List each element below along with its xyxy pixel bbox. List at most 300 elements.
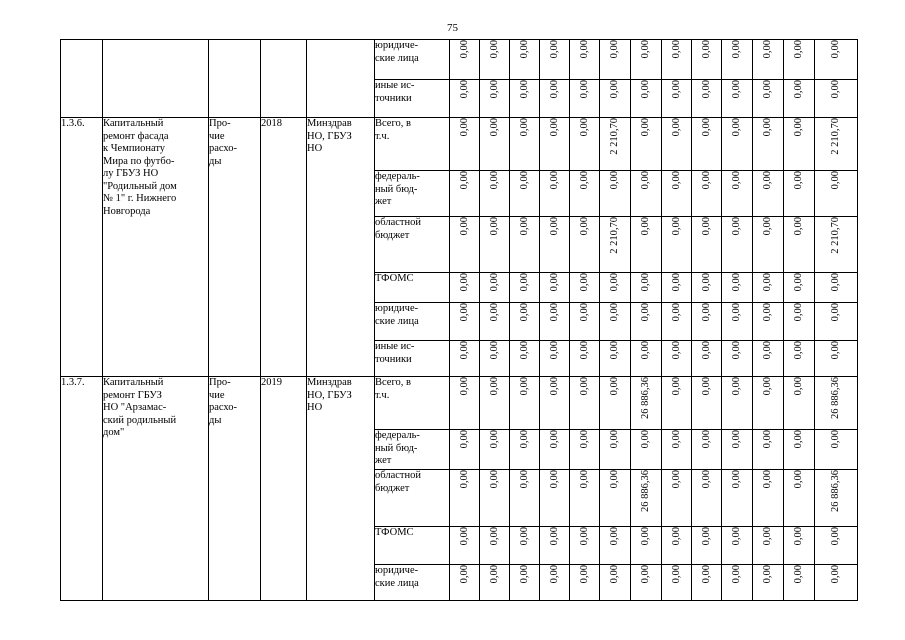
amount-value: 0,00 bbox=[609, 40, 620, 59]
funding-source-line: жет bbox=[375, 455, 392, 466]
amount-cell bbox=[662, 217, 692, 273]
amount-value: 0,00 bbox=[762, 470, 773, 489]
amount-value: 0,00 bbox=[700, 118, 712, 137]
expense-category-line: Про- bbox=[209, 377, 231, 388]
item-executor bbox=[307, 118, 375, 377]
amount-cell bbox=[480, 527, 510, 565]
item-executor-line: НО, ГБУЗ bbox=[307, 389, 352, 401]
amount-value: 0,00 bbox=[518, 217, 530, 236]
amount-value: 0,00 bbox=[731, 565, 742, 584]
amount-cell bbox=[662, 171, 692, 217]
amount-cell bbox=[784, 303, 815, 341]
amount-value: 0,00 bbox=[793, 527, 804, 546]
amount-cell bbox=[753, 565, 784, 601]
item-name bbox=[103, 377, 209, 601]
amount-value: 0,00 bbox=[700, 377, 712, 396]
amount-value: 0,00 bbox=[640, 303, 651, 322]
amount-value: 0,00 bbox=[518, 565, 530, 584]
amount-cell bbox=[662, 40, 692, 80]
amount-cell bbox=[510, 470, 540, 527]
amount-value: 0,00 bbox=[731, 217, 742, 236]
amount-cell bbox=[692, 80, 722, 118]
amount-cell bbox=[631, 80, 662, 118]
amount-cell bbox=[784, 273, 815, 303]
amount-value: 0,00 bbox=[488, 527, 500, 546]
amount-cell bbox=[753, 341, 784, 377]
amount-value: 0,00 bbox=[640, 118, 651, 137]
amount-cell bbox=[662, 430, 692, 470]
amount-cell bbox=[510, 303, 540, 341]
amount-value: 0,00 bbox=[609, 527, 620, 546]
amount-value: 0,00 bbox=[458, 40, 470, 59]
item-executor bbox=[307, 40, 375, 118]
funding-source-line: ские лица bbox=[375, 577, 419, 589]
amount-cell bbox=[753, 118, 784, 171]
amount-value: 0,00 bbox=[670, 430, 682, 449]
funding-source bbox=[375, 273, 450, 303]
amount-value: 0,00 bbox=[609, 430, 620, 449]
amount-cell bbox=[784, 40, 815, 80]
amount-cell bbox=[631, 171, 662, 217]
amount-cell bbox=[600, 470, 631, 527]
amount-cell bbox=[692, 303, 722, 341]
amount-value: 0,00 bbox=[578, 470, 590, 489]
amount-cell bbox=[631, 565, 662, 601]
amount-value: 0,00 bbox=[548, 565, 560, 584]
amount-value: 0,00 bbox=[640, 341, 651, 360]
amount-cell bbox=[510, 565, 540, 601]
item-executor-line: Минздрав bbox=[307, 118, 352, 129]
item-name-line: к Чемпионату bbox=[103, 143, 166, 154]
amount-cell bbox=[722, 430, 753, 470]
amount-value: 0,00 bbox=[488, 118, 500, 137]
amount-cell bbox=[662, 565, 692, 601]
amount-value: 0,00 bbox=[518, 430, 530, 449]
amount-cell bbox=[540, 303, 570, 341]
amount-value: 0,00 bbox=[793, 377, 804, 396]
funding-source-line: точники bbox=[375, 353, 412, 365]
amount-cell bbox=[662, 527, 692, 565]
amount-cell bbox=[510, 80, 540, 118]
amount-cell bbox=[631, 273, 662, 303]
expense-category-line: Про- bbox=[209, 118, 231, 129]
funding-source bbox=[375, 171, 450, 217]
amount-cell bbox=[450, 527, 480, 565]
item-name bbox=[103, 40, 209, 118]
amount-cell bbox=[722, 171, 753, 217]
amount-value: 0,00 bbox=[548, 303, 560, 322]
amount-cell bbox=[784, 341, 815, 377]
amount-cell bbox=[692, 527, 722, 565]
amount-cell bbox=[722, 217, 753, 273]
funding-source bbox=[375, 40, 450, 80]
amount-value: 0,00 bbox=[670, 80, 682, 99]
amount-cell bbox=[570, 217, 600, 273]
funding-source-line: ный бюд- bbox=[375, 183, 418, 195]
amount-value: 0,00 bbox=[793, 171, 804, 190]
amount-cell bbox=[815, 430, 858, 470]
funding-source-line: юридиче- bbox=[375, 303, 419, 314]
amount-value: 0,00 bbox=[518, 303, 530, 322]
amount-value: 0,00 bbox=[700, 80, 712, 99]
amount-cell bbox=[480, 171, 510, 217]
funding-source-line: ный бюд- bbox=[375, 442, 418, 454]
amount-value: 0,00 bbox=[670, 341, 682, 360]
amount-cell bbox=[753, 171, 784, 217]
amount-value: 0,00 bbox=[762, 118, 773, 137]
amount-value: 2 210,70 bbox=[830, 217, 841, 254]
amount-value: 0,00 bbox=[731, 303, 742, 322]
item-name-line: ремонт ГБУЗ bbox=[103, 389, 162, 401]
amount-value: 0,00 bbox=[762, 565, 773, 584]
table-row bbox=[61, 377, 858, 430]
amount-value: 0,00 bbox=[458, 470, 470, 489]
amount-cell bbox=[450, 377, 480, 430]
amount-value: 0,00 bbox=[518, 527, 530, 546]
funding-source bbox=[375, 377, 450, 430]
amount-value: 0,00 bbox=[762, 303, 773, 322]
amount-cell bbox=[784, 80, 815, 118]
funding-source bbox=[375, 341, 450, 377]
amount-value: 2 210,70 bbox=[830, 118, 841, 155]
amount-cell bbox=[480, 217, 510, 273]
funding-source-line: иные ис- bbox=[375, 341, 415, 352]
item-name-line: лу ГБУЗ НО bbox=[103, 168, 159, 179]
amount-cell bbox=[540, 565, 570, 601]
amount-value: 0,00 bbox=[548, 273, 560, 292]
amount-cell bbox=[662, 341, 692, 377]
amount-cell bbox=[540, 118, 570, 171]
amount-value: 0,00 bbox=[793, 303, 804, 322]
amount-value: 0,00 bbox=[830, 430, 841, 449]
amount-cell bbox=[600, 217, 631, 273]
amount-value: 0,00 bbox=[793, 40, 804, 59]
amount-value: 0,00 bbox=[578, 303, 590, 322]
amount-cell bbox=[692, 470, 722, 527]
amount-value: 0,00 bbox=[458, 118, 470, 137]
funding-source-line: т.ч. bbox=[375, 389, 390, 401]
expense-category-line: чие bbox=[209, 130, 225, 142]
amount-value: 0,00 bbox=[458, 430, 470, 449]
amount-value: 0,00 bbox=[700, 171, 712, 190]
amount-cell bbox=[662, 303, 692, 341]
amount-value: 0,00 bbox=[548, 527, 560, 546]
amount-value: 0,00 bbox=[640, 80, 651, 99]
funding-source-line: юридиче- bbox=[375, 565, 419, 576]
item-executor-line: Минздрав bbox=[307, 377, 352, 388]
amount-cell bbox=[631, 303, 662, 341]
amount-value: 0,00 bbox=[518, 377, 530, 396]
funding-source-line: ТФОМС bbox=[375, 527, 414, 538]
amount-value: 0,00 bbox=[731, 118, 742, 137]
amount-cell bbox=[540, 470, 570, 527]
amount-value: 0,00 bbox=[830, 527, 841, 546]
amount-value: 0,00 bbox=[670, 118, 682, 137]
amount-cell bbox=[753, 217, 784, 273]
amount-value: 0,00 bbox=[670, 377, 682, 396]
funding-source-line: Всего, в bbox=[375, 118, 411, 129]
amount-value: 0,00 bbox=[548, 470, 560, 489]
amount-cell bbox=[815, 470, 858, 527]
amount-cell bbox=[450, 470, 480, 527]
amount-value: 0,00 bbox=[793, 341, 804, 360]
amount-cell bbox=[540, 80, 570, 118]
amount-value: 0,00 bbox=[488, 565, 500, 584]
amount-value: 0,00 bbox=[640, 273, 651, 292]
amount-value: 0,00 bbox=[793, 118, 804, 137]
amount-cell bbox=[510, 527, 540, 565]
amount-cell bbox=[540, 430, 570, 470]
amount-cell bbox=[540, 171, 570, 217]
amount-cell bbox=[510, 40, 540, 80]
amount-cell bbox=[510, 273, 540, 303]
amount-cell bbox=[784, 470, 815, 527]
amount-cell bbox=[722, 377, 753, 430]
funding-source bbox=[375, 565, 450, 601]
amount-value: 0,00 bbox=[488, 80, 500, 99]
amount-cell bbox=[631, 470, 662, 527]
amount-value: 0,00 bbox=[578, 377, 590, 396]
amount-value: 0,00 bbox=[762, 40, 773, 59]
amount-value: 0,00 bbox=[670, 303, 682, 322]
amount-value: 0,00 bbox=[578, 430, 590, 449]
amount-cell bbox=[450, 217, 480, 273]
amount-value: 0,00 bbox=[731, 40, 742, 59]
amount-value: 0,00 bbox=[762, 171, 773, 190]
amount-value: 0,00 bbox=[458, 80, 470, 99]
amount-value: 0,00 bbox=[488, 341, 500, 360]
amount-cell bbox=[692, 40, 722, 80]
amount-value: 0,00 bbox=[609, 565, 620, 584]
amount-cell bbox=[692, 430, 722, 470]
funding-source bbox=[375, 217, 450, 273]
amount-value: 0,00 bbox=[700, 217, 712, 236]
funding-source-line: областной bbox=[375, 470, 421, 481]
amount-cell bbox=[753, 470, 784, 527]
amount-cell bbox=[784, 565, 815, 601]
amount-value: 2 210,70 bbox=[609, 118, 620, 155]
amount-value: 0,00 bbox=[830, 40, 841, 59]
amount-cell bbox=[540, 217, 570, 273]
amount-value: 0,00 bbox=[670, 527, 682, 546]
funding-source-line: областной bbox=[375, 217, 421, 228]
amount-cell bbox=[570, 171, 600, 217]
table-row bbox=[61, 40, 858, 80]
amount-value: 0,00 bbox=[548, 80, 560, 99]
funding-source bbox=[375, 118, 450, 171]
amount-cell bbox=[480, 565, 510, 601]
amount-value: 0,00 bbox=[578, 80, 590, 99]
amount-value: 0,00 bbox=[731, 527, 742, 546]
amount-value: 0,00 bbox=[518, 118, 530, 137]
amount-cell bbox=[600, 80, 631, 118]
amount-cell bbox=[480, 377, 510, 430]
amount-value: 0,00 bbox=[488, 171, 500, 190]
amount-cell bbox=[450, 171, 480, 217]
amount-value: 0,00 bbox=[578, 118, 590, 137]
amount-cell bbox=[450, 118, 480, 171]
amount-cell bbox=[540, 341, 570, 377]
funding-source-line: жет bbox=[375, 196, 392, 207]
amount-value: 0,00 bbox=[578, 171, 590, 190]
amount-cell bbox=[480, 80, 510, 118]
amount-cell bbox=[510, 118, 540, 171]
amount-value: 0,00 bbox=[548, 171, 560, 190]
amount-value: 0,00 bbox=[578, 273, 590, 292]
amount-value: 26 886,36 bbox=[830, 377, 841, 419]
amount-value: 0,00 bbox=[670, 273, 682, 292]
amount-cell bbox=[784, 377, 815, 430]
amount-value: 0,00 bbox=[518, 273, 530, 292]
amount-cell bbox=[600, 527, 631, 565]
amount-value: 0,00 bbox=[518, 470, 530, 489]
funding-source bbox=[375, 430, 450, 470]
amount-cell bbox=[815, 217, 858, 273]
amount-cell bbox=[600, 377, 631, 430]
item-executor-line: НО bbox=[307, 143, 323, 154]
amount-value: 0,00 bbox=[830, 341, 841, 360]
financing-table bbox=[60, 39, 858, 601]
amount-value: 0,00 bbox=[578, 527, 590, 546]
amount-cell bbox=[450, 430, 480, 470]
amount-cell bbox=[662, 273, 692, 303]
amount-value: 0,00 bbox=[548, 217, 560, 236]
amount-cell bbox=[722, 303, 753, 341]
amount-cell bbox=[600, 40, 631, 80]
amount-value: 2 210,70 bbox=[609, 217, 620, 254]
amount-value: 0,00 bbox=[793, 430, 804, 449]
amount-cell bbox=[450, 565, 480, 601]
item-number: 1.3.7. bbox=[61, 377, 103, 601]
amount-value: 0,00 bbox=[458, 341, 470, 360]
amount-value: 0,00 bbox=[700, 527, 712, 546]
expense-category-line: ды bbox=[209, 155, 222, 167]
amount-cell bbox=[662, 118, 692, 171]
amount-cell bbox=[570, 430, 600, 470]
funding-source-line: федераль- bbox=[375, 171, 420, 182]
amount-cell bbox=[510, 217, 540, 273]
amount-value: 0,00 bbox=[830, 565, 841, 584]
amount-cell bbox=[510, 377, 540, 430]
amount-cell bbox=[631, 341, 662, 377]
item-name-line: ремонт фасада bbox=[103, 130, 169, 142]
amount-cell bbox=[480, 40, 510, 80]
amount-cell bbox=[570, 470, 600, 527]
amount-value: 0,00 bbox=[762, 527, 773, 546]
amount-value: 0,00 bbox=[731, 273, 742, 292]
amount-cell bbox=[722, 470, 753, 527]
amount-value: 0,00 bbox=[640, 217, 651, 236]
amount-value: 0,00 bbox=[830, 171, 841, 190]
amount-value: 0,00 bbox=[488, 217, 500, 236]
amount-value: 0,00 bbox=[700, 470, 712, 489]
item-executor bbox=[307, 377, 375, 601]
amount-value: 0,00 bbox=[518, 171, 530, 190]
expense-category bbox=[209, 118, 261, 377]
amount-cell bbox=[600, 430, 631, 470]
item-name-line: № 1" г. Нижнего bbox=[103, 193, 177, 204]
amount-cell bbox=[784, 118, 815, 171]
amount-value: 0,00 bbox=[731, 430, 742, 449]
amount-value: 0,00 bbox=[700, 341, 712, 360]
amount-cell bbox=[722, 118, 753, 171]
amount-value: 0,00 bbox=[488, 430, 500, 449]
amount-value: 0,00 bbox=[578, 565, 590, 584]
amount-value: 0,00 bbox=[458, 527, 470, 546]
amount-cell bbox=[480, 470, 510, 527]
amount-value: 0,00 bbox=[762, 80, 773, 99]
amount-cell bbox=[540, 40, 570, 80]
amount-value: 0,00 bbox=[609, 303, 620, 322]
amount-cell bbox=[815, 273, 858, 303]
amount-cell bbox=[540, 527, 570, 565]
amount-cell bbox=[692, 217, 722, 273]
amount-value: 0,00 bbox=[640, 430, 651, 449]
expense-category-line: расхо- bbox=[209, 143, 238, 154]
amount-value: 0,00 bbox=[488, 377, 500, 396]
amount-cell bbox=[722, 80, 753, 118]
amount-cell bbox=[815, 303, 858, 341]
amount-cell bbox=[815, 118, 858, 171]
amount-value: 0,00 bbox=[793, 80, 804, 99]
funding-source-line: Всего, в bbox=[375, 377, 411, 388]
amount-value: 0,00 bbox=[609, 273, 620, 292]
amount-cell bbox=[815, 80, 858, 118]
amount-cell bbox=[540, 273, 570, 303]
amount-cell bbox=[510, 430, 540, 470]
amount-value: 0,00 bbox=[762, 341, 773, 360]
amount-cell bbox=[692, 565, 722, 601]
amount-cell bbox=[753, 527, 784, 565]
amount-value: 0,00 bbox=[640, 565, 651, 584]
amount-cell bbox=[631, 217, 662, 273]
amount-value: 0,00 bbox=[609, 470, 620, 489]
amount-value: 0,00 bbox=[578, 40, 590, 59]
amount-value: 0,00 bbox=[488, 303, 500, 322]
item-year: 2018 bbox=[261, 118, 307, 377]
amount-value: 0,00 bbox=[700, 430, 712, 449]
amount-cell bbox=[600, 273, 631, 303]
amount-cell bbox=[570, 341, 600, 377]
amount-value: 0,00 bbox=[578, 217, 590, 236]
funding-source-line: бюджет bbox=[375, 482, 410, 494]
amount-value: 0,00 bbox=[548, 430, 560, 449]
amount-value: 26 886,36 bbox=[640, 470, 651, 512]
amount-value: 0,00 bbox=[830, 303, 841, 322]
amount-value: 0,00 bbox=[670, 40, 682, 59]
amount-cell bbox=[722, 565, 753, 601]
page-number: 75 bbox=[447, 22, 458, 34]
amount-cell bbox=[815, 171, 858, 217]
amount-value: 0,00 bbox=[700, 565, 712, 584]
amount-cell bbox=[570, 565, 600, 601]
amount-cell bbox=[450, 80, 480, 118]
amount-value: 0,00 bbox=[731, 171, 742, 190]
amount-value: 0,00 bbox=[762, 377, 773, 396]
amount-value: 0,00 bbox=[793, 273, 804, 292]
amount-value: 0,00 bbox=[609, 171, 620, 190]
amount-value: 0,00 bbox=[458, 171, 470, 190]
amount-value: 0,00 bbox=[458, 303, 470, 322]
amount-value: 0,00 bbox=[640, 171, 651, 190]
amount-value: 0,00 bbox=[731, 341, 742, 360]
amount-cell bbox=[540, 377, 570, 430]
amount-cell bbox=[600, 118, 631, 171]
amount-value: 0,00 bbox=[548, 118, 560, 137]
item-name-line: Капитальный bbox=[103, 118, 164, 129]
funding-source-line: ские лица bbox=[375, 315, 419, 327]
amount-cell bbox=[753, 80, 784, 118]
